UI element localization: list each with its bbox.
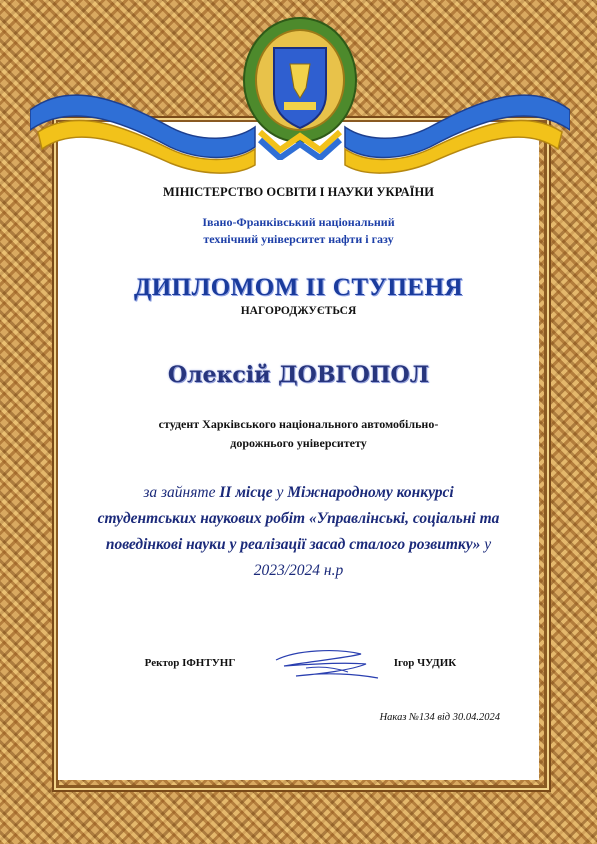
diploma-title: ДИПЛОМОМ ІІ СТУПЕНЯ: [134, 274, 463, 301]
achievement-post: у 2023/2024 н.р: [253, 536, 492, 579]
awarded-label: НАГОРОДЖУЄТЬСЯ: [240, 305, 357, 317]
signatory-name: Ігор ЧУДИК: [393, 657, 457, 669]
student-line-1: студент Харківського національного автомобільно-: [158, 417, 439, 431]
university-line-1: Івано-Франківський національний: [202, 215, 395, 229]
recipient-name: Олексій ДОВГОПОЛ: [167, 362, 430, 388]
order-number: Наказ №134 від 30.04.2024: [379, 712, 500, 723]
ministry-name: МІНІСТЕРСТВО ОСВІТИ І НАУКИ УКРАЇНИ: [163, 185, 434, 199]
coat-of-arms-icon: [240, 10, 360, 160]
signatory-title: Ректор ІФНТУНГ: [144, 657, 236, 669]
achievement-mid: у: [272, 484, 288, 501]
student-line-2: дорожнього університету: [230, 436, 367, 450]
student-affiliation: [110, 415, 487, 453]
university-line-2: технічний університет нафти і газу: [203, 232, 394, 246]
university-name: [140, 214, 457, 248]
achievement-text: [95, 480, 502, 584]
achievement-place: ІІ місце: [219, 484, 273, 501]
achievement-pre: за зайняте: [143, 484, 220, 501]
achievement-contest: Міжнародному конкурсі студентських наукових робіт «Управлінські, соціальні та поведінкові науки у реалізації засад сталого розвитку»: [97, 484, 500, 553]
